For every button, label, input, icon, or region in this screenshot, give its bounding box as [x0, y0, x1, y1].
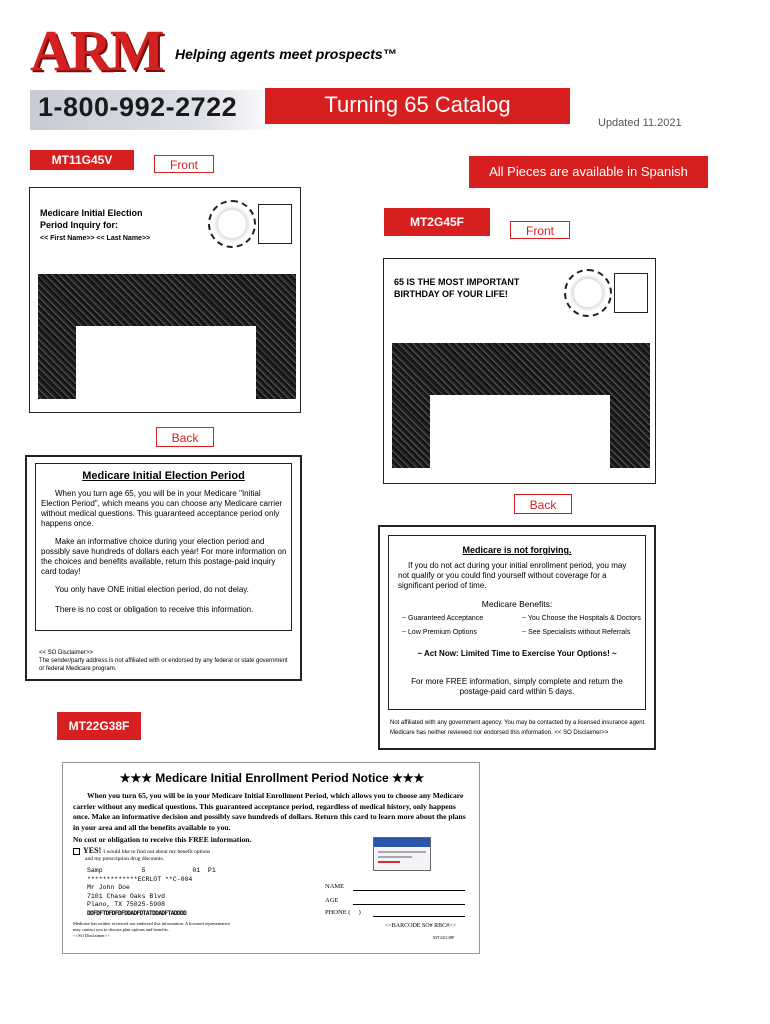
tagline: Helping agents meet prospects™: [175, 46, 397, 62]
item2-back-title: Medicare is not forgiving.: [462, 545, 572, 555]
item1-front-line1: Medicare Initial Election: [40, 208, 143, 218]
item2-back-footer1: Not affiliated with any government agency. You may be contacted by a licensed insurance agent.: [390, 720, 646, 726]
stamp-icon: [258, 204, 292, 244]
item1-front-line3: << First Name>> << Last Name>>: [40, 235, 151, 242]
address-line-2: *************ECRLOT **C-004: [87, 875, 193, 883]
item2-back-p2: For more FREE information, simply complete and return the postage-paid card within 5 days.: [411, 677, 623, 696]
item1-back-p1: When you turn age 65, you will be in your Medicare "Initial Election Period", which means you can choose any Medicare carrier without medical questions. This guaranteed acceptance period only happens once.: [41, 489, 283, 528]
item3-body: When you turn 65, you will be in your Medicare Initial Enrollment Period, which allows you to choose any Medicare carrier without any medical questions. This guaranteed acceptance period, regardless of medical history, only happens once. Make an informative decision and possibly save hundreds of dollars. Return this card to learn more about the plans in your area and all the benefits available to you.: [73, 791, 466, 832]
address-block: [87, 867, 216, 918]
arm-logo: ARM: [30, 18, 163, 83]
stamp-icon: [614, 273, 648, 313]
item1-back-card: [25, 455, 302, 681]
item3-card: [62, 762, 480, 954]
item2-front-card: [383, 258, 656, 484]
item2-front-line2: BIRTHDAY OF YOUR LIFE!: [394, 289, 508, 299]
item2-front-tab: Front: [510, 221, 570, 239]
item1-back-p4: There is no cost or obligation to receive this information.: [55, 605, 254, 614]
item3-code-tab: MT22G38F: [57, 712, 141, 740]
postal-barcode: DDFDFTDFDFDFDDADFDTATDDADFTADDDD: [87, 909, 187, 917]
yes-label: YES!: [83, 846, 102, 855]
item3-disclaimer-2: may contact you to discuss plan options and benefits.: [73, 927, 169, 932]
phone-number: 1-800-992-2722: [38, 92, 238, 122]
clock-icon: [208, 200, 256, 248]
age-label: AGE: [325, 897, 339, 904]
item1-back-title: Medicare Initial Election Period: [82, 470, 245, 482]
name-label: NAME: [325, 883, 345, 890]
item1-front-tab: Front: [154, 155, 214, 173]
item2-front-line1: 65 IS THE MOST IMPORTANT: [394, 277, 520, 287]
item2-benefit-1: ~ Guaranteed Acceptance: [402, 615, 484, 622]
item2-back-p1: If you do not act during your initial enrollment period, you may not qualify or you could find yourself without coverage for a significant period of time.: [398, 561, 627, 590]
yes-checkbox[interactable]: [73, 848, 80, 855]
catalog-title: Turning 65 Catalog: [324, 92, 511, 117]
address-line-1: Samp 5 01 P1: [87, 867, 216, 874]
item1-front-line2: Period Inquiry for:: [40, 220, 119, 230]
age-field[interactable]: [353, 904, 465, 905]
medicare-card-image: [373, 837, 431, 871]
item3-no-cost: No cost or obligation to receive this FREE information.: [73, 835, 252, 844]
item2-code-tab: MT2G45F: [384, 208, 490, 236]
phone-field[interactable]: [373, 916, 465, 917]
item3-code-small: MT22G38F: [433, 935, 455, 940]
item1-back-tab: Back: [156, 427, 214, 447]
spanish-badge: All Pieces are available in Spanish: [469, 156, 708, 188]
item1-back-footer1: << SO Disclaimer>>: [39, 650, 94, 656]
item2-benefit-3: ~ Low Premium Options: [402, 629, 477, 636]
item2-back-card: [378, 525, 656, 750]
updated-date: Updated 11.2021: [598, 117, 682, 129]
address-line-4: 7101 Chase Oaks Blvd: [87, 892, 166, 900]
barcode-label: <<BARCODE SO# RBC#>>: [385, 923, 456, 929]
item1-back-p2: Make an informative choice during your election period and possibly save hundreds of dollars each year! For more information on the choices and benefits available, return this postage-paid inquiry card today!: [41, 537, 287, 576]
yes-text-2: and my prescription drug discounts.: [85, 856, 164, 862]
clock-icon: [564, 269, 612, 317]
item3-disclaimer-1: Medicare has neither reviewed nor endorsed this information. A licensed representative: [73, 921, 231, 926]
address-line-5: Plano, TX 75025-5908: [87, 901, 166, 908]
item1-code-tab: MT11G45V: [30, 150, 134, 170]
medicare-card-stripe: [374, 838, 430, 847]
item2-back-footer2: Medicare has neither reviewed nor endorsed this information. << SO Disclaimer>>: [390, 730, 609, 736]
item1-front-card: [29, 187, 301, 413]
name-field[interactable]: [353, 890, 465, 891]
item1-back-footer2: The sender/party address is not affiliated with or endorsed by any federal or state government or federal Medicare program.: [39, 658, 288, 672]
item1-window: [76, 326, 256, 399]
item3-disclaimer-3: <<SO Disclaimer>>: [73, 933, 110, 938]
item3-title: ★★★ Medicare Initial Enrollment Period Notice ★★★: [119, 771, 425, 785]
item2-benefit-2: ~ You Choose the Hospitals & Doctors: [522, 615, 641, 622]
item2-window: [430, 395, 610, 468]
item2-window-frame: [392, 343, 650, 468]
item2-back-tab: Back: [514, 494, 572, 514]
item2-act-now: ~ Act Now: Limited Time to Exercise Your Options! ~: [417, 649, 617, 658]
item1-window-frame: [38, 274, 296, 399]
item2-benefit-4: ~ See Specialists without Referrals: [522, 629, 631, 636]
item3-yes-row: [73, 846, 210, 855]
phone-label: PHONE ( ): [325, 909, 361, 916]
item2-benefits-title: Medicare Benefits:: [481, 599, 553, 609]
yes-text: I would like to find out about my benefit options: [103, 849, 211, 855]
item1-back-p3: You only have ONE initial election period, do not delay.: [55, 585, 249, 594]
address-line-3: Mr John Doe: [87, 884, 130, 891]
